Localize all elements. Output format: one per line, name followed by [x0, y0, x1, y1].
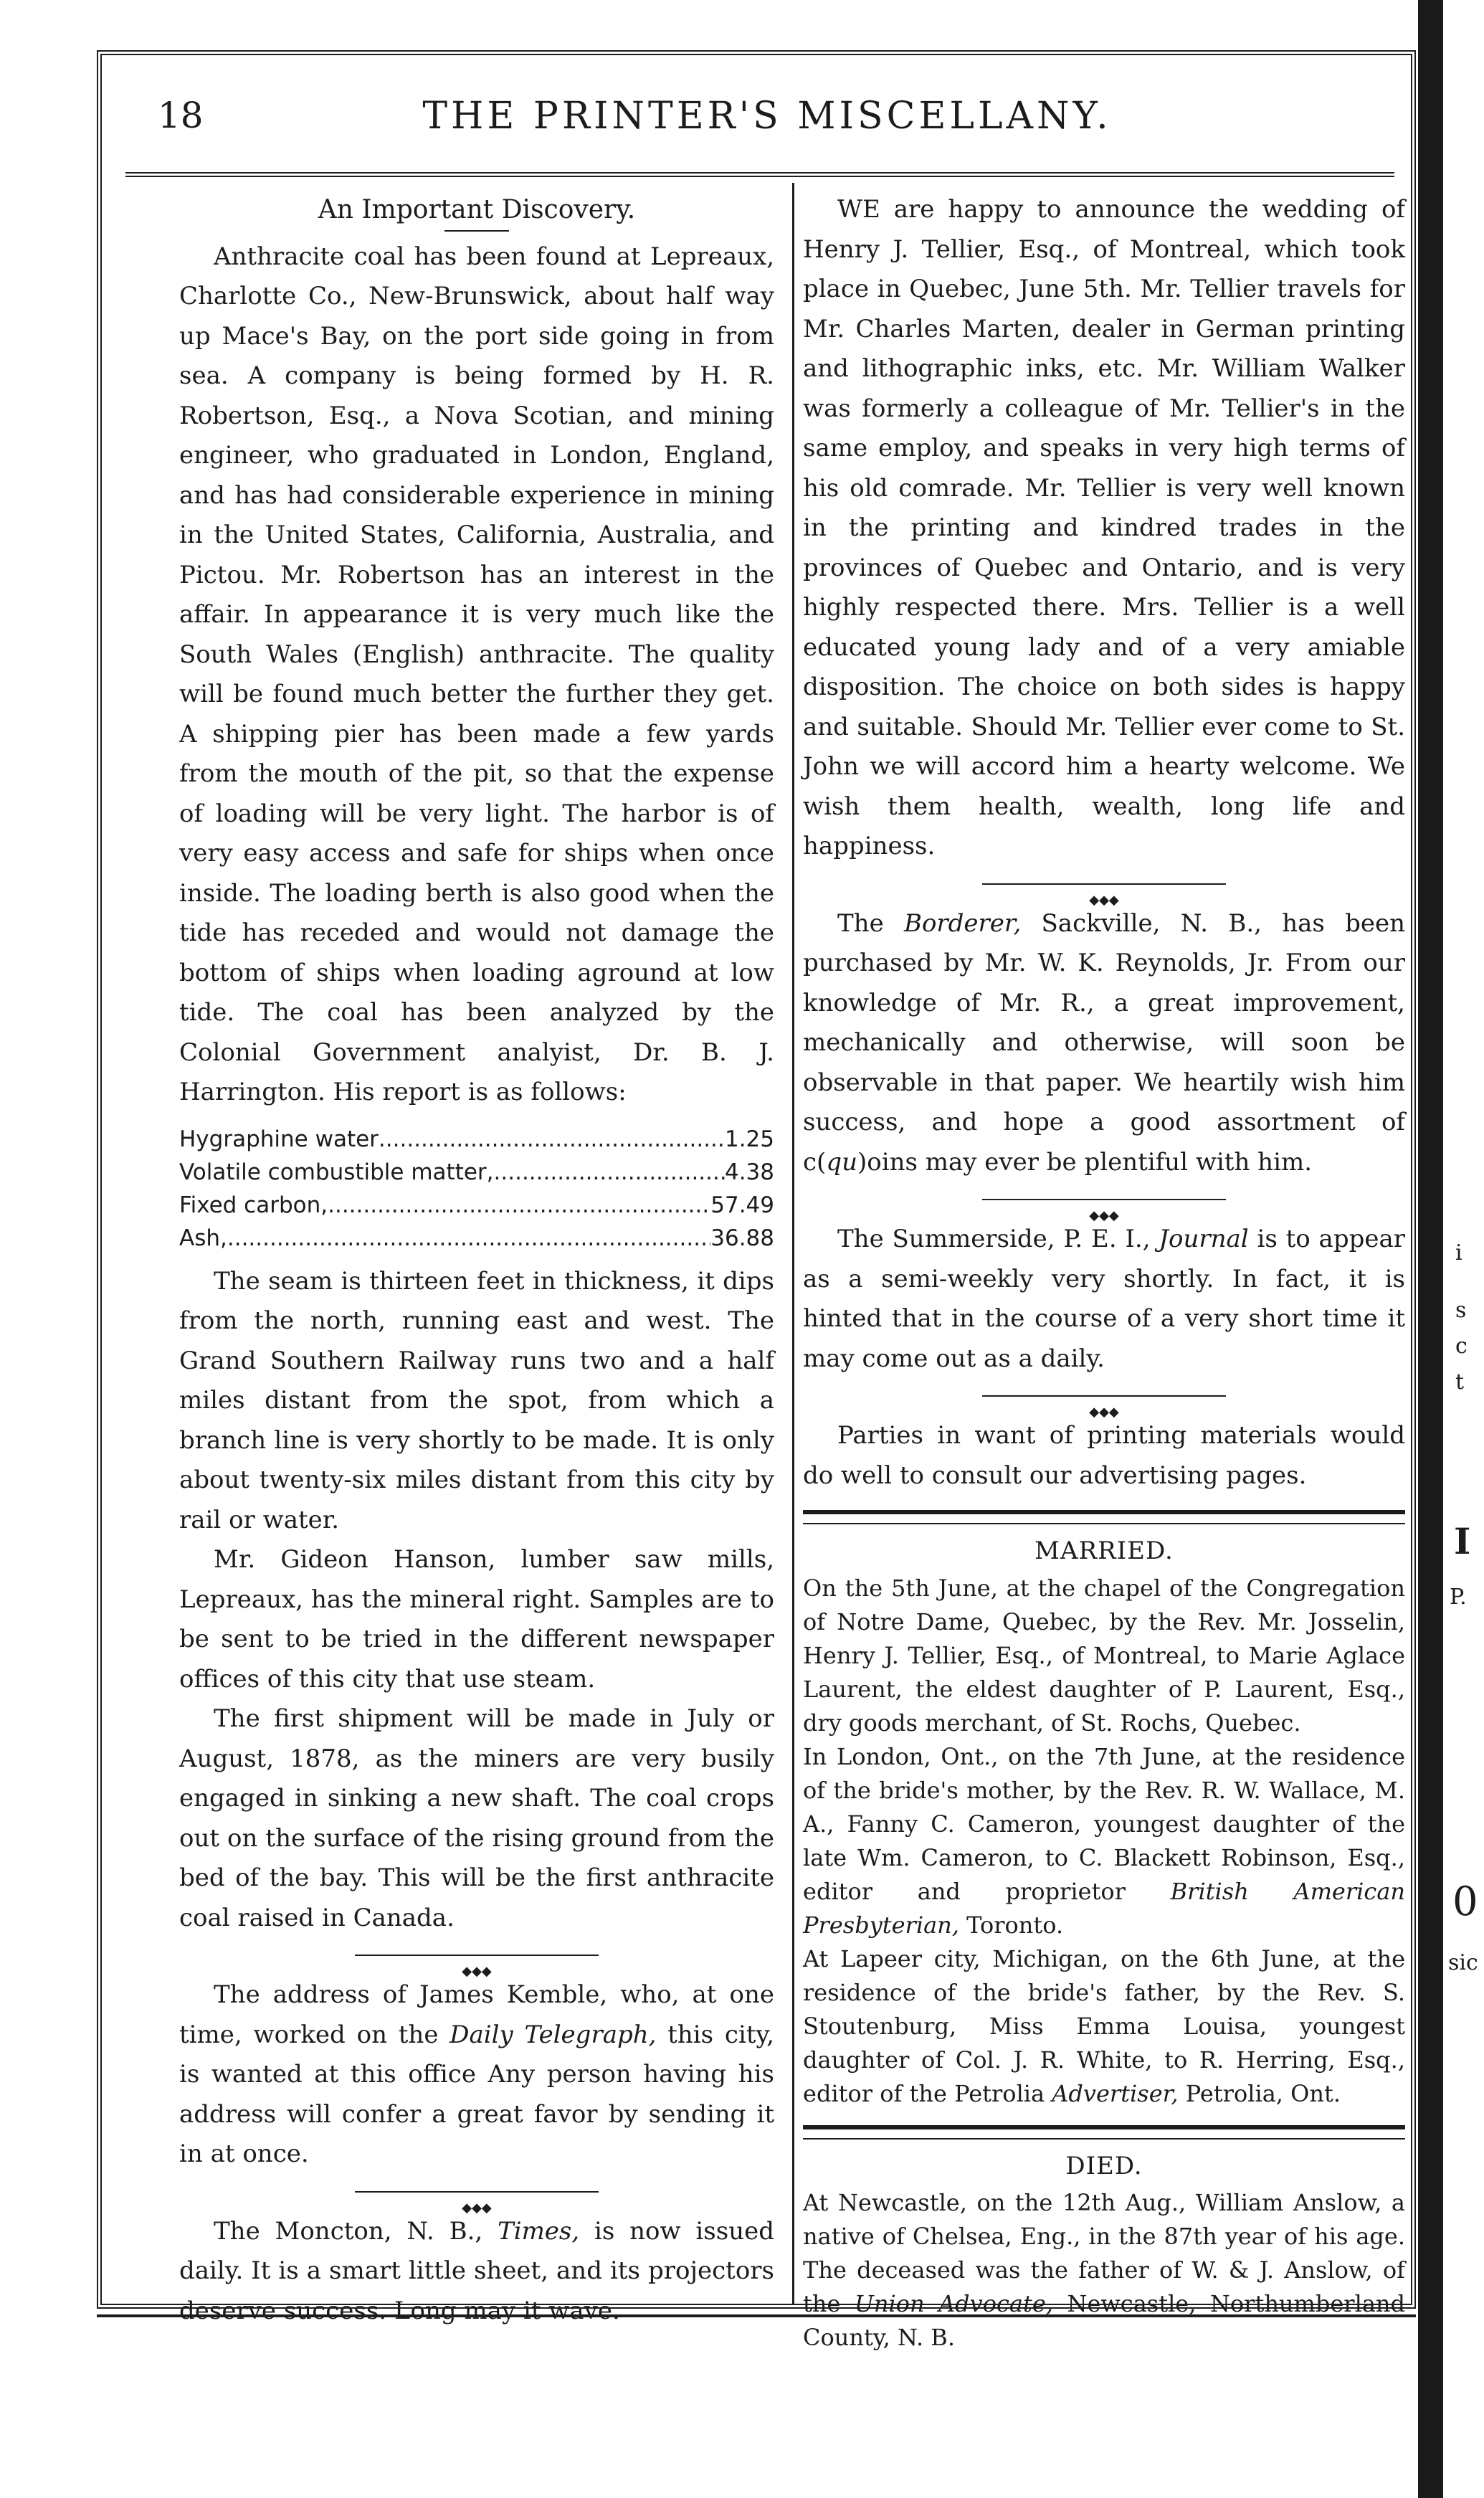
edge-fragment: i: [1455, 1240, 1462, 1265]
ornament-divider: [803, 1192, 1405, 1223]
ornament-glyph: ◆◆◆: [1086, 1405, 1122, 1420]
ornament-glyph: ◆◆◆: [459, 1964, 495, 1979]
edge-fragment: t: [1455, 1369, 1465, 1395]
analysis-row: [179, 1156, 774, 1189]
right-column: [803, 190, 1405, 2355]
analysis-row: [179, 1123, 774, 1156]
summerside-notice: The Summerside, P. E. I., Journal is to appear as a semi-weekly very shortly. In fact, it is hinted that in the course of a very short time it may come out as a daily.: [803, 1225, 1406, 1373]
header-rule: [125, 172, 1394, 177]
analysis-table: [179, 1123, 774, 1255]
analysis-label: Hygraphine water: [179, 1126, 379, 1152]
analysis-value: 36.88: [710, 1225, 774, 1251]
article-paragraph: The seam is thirteen feet in thickness, it dips from the north, running east and west. The Grand Southern Railway runs two and a half miles distant from the spot, from which a branch line is very shortly to be made. It is only about twenty-six miles distant from this city by rail or water.: [179, 1266, 774, 1534]
analysis-row: [179, 1222, 774, 1255]
masthead-title: THE PRINTER'S MISCELLANY.: [422, 95, 1112, 138]
analysis-label: Fixed carbon,: [179, 1192, 328, 1218]
died-heading: DIED.: [1065, 2151, 1143, 2180]
column-divider: [792, 183, 794, 2305]
moncton-notice: The Moncton, N. B., Times, is now issued daily. It is a smart little sheet, and its projectors deserve success. Long may it wave.: [179, 2216, 774, 2325]
article-headline: An Important Discovery.: [318, 195, 636, 224]
marriage-notice: In London, Ont., on the 7th June, at the residence of the bride's mother, by the Rev. R. W. Wallace, M. A., Fanny C. Cameron, youngest daughter of the late Wm. Cameron, to C. Blackett Robinson, Esq., editor and proprietor British American Presbyterian, Toronto.: [803, 1742, 1405, 1939]
section-rule: [803, 2125, 1405, 2140]
analysis-value: 4.38: [724, 1159, 774, 1185]
section-rule: [803, 1510, 1405, 1524]
edge-fragment: 0: [1452, 1879, 1478, 1925]
edge-fragment: s: [1455, 1298, 1467, 1323]
article-paragraph: The first shipment will be made in July or August, 1878, as the miners are very busily engaged in sinking a new shaft. The coal crops out on the surface of the rising ground from the bed of the bay. This will be the first anthracite coal raised in Canada.: [179, 1704, 774, 1932]
bottom-rule: [97, 2314, 1416, 2317]
edge-fragment: c: [1455, 1334, 1468, 1359]
analysis-value: 1.25: [724, 1126, 774, 1152]
kemble-notice: The address of James Kemble, who, at one time, worked on the Daily Telegraph, this city, is wanted at this office Any person having his address will confer a great favor by sending it in at once.: [179, 1980, 774, 2168]
ornament-divider: [179, 2185, 774, 2216]
edge-fragment: sic: [1448, 1950, 1478, 1975]
ornament-glyph: ◆◆◆: [1086, 1208, 1122, 1223]
headline-rule: [444, 230, 509, 232]
wedding-notice: WE are happy to announce the wedding of Henry J. Tellier, Esq., of Montreal, which took place in Quebec, June 5th. Mr. Tellier travels for Mr. Charles Marten, dealer in German printing and lithographic inks, etc. Mr. William Walker was formerly a colleague of Mr. Tellier's in the same employ, and speaks in very high terms of his old comrade. Mr. Tellier is very well known in the printing and kindred trades in the provinces of Quebec and Ontario, and is very highly respected there. Mrs. Tellier is a well educated young lady and of a very amiable disposition. The choice on both sides is happy and suitable. Should Mr. Tellier ever come to St. John we will accord him a hearty welcome. We wish them health, wealth, long life and happiness.: [803, 195, 1405, 860]
page-number: 18: [158, 95, 204, 136]
left-column: [179, 190, 774, 2331]
marriage-notice: At Lapeer city, Michigan, on the 6th June, at the residence of the bride's father, by the Rev. S. Stoutenburg, Miss Emma Louisa, youngest daughter of Col. J. R. White, to R. Herring, Esq., editor of the Petrolia Advertiser, Petrolia, Ont.: [803, 1944, 1405, 2107]
death-notice: At Newcastle, on the 12th Aug., William Anslow, a native of Chelsea, Eng., in the 87th year of his age. The deceased was the father of W. & J. Anslow, of the Union Advocate, Newcastle, Northumberland County, N. B.: [803, 2189, 1405, 2351]
ornament-divider: [803, 877, 1405, 908]
binding-edge: [1418, 0, 1443, 2498]
marriage-notice: On the 5th June, at the chapel of the Congregation of Notre Dame, Quebec, by the Rev. Mr. Josselin, Henry J. Tellier, Esq., of Montreal, to Marie Aglace Laurent, the eldest daughter of P. Laurent, Esq., dry goods merchant, of St. Rochs, Quebec.: [803, 1574, 1405, 1737]
article-paragraph: Anthracite coal has been found at Lepreaux, Charlotte Co., New-Brunswick, about half way up Mace's Bay, on the port side going in from sea. A company is being formed by H. R. Robertson, Esq., a Nova Scotian, and mining engineer, who graduated in London, England, and has had considerable experience in mining in the United States, California, Australia, and Pictou. Mr. Robertson has an interest in the affair. In appearance it is very much like the South Wales (English) anthracite. The quality will be found much better the further they get. A shipping pier has been made a few yards from the mouth of the pit, so that the expense of loading will be very light. The harbor is of very easy access and safe for ships when once inside. The loading berth is also good when the tide has receded and would not damage the bottom of ships when loading aground at low tide. The coal has been analyzed by the Colonial Government analyist, Dr. B. J. Harrington. His report is as follows:: [179, 242, 774, 1106]
analysis-label: Ash,: [179, 1225, 227, 1251]
borderer-notice: The Borderer, Sackville, N. B., has been purchased by Mr. W. K. Reynolds, Jr. From our knowledge of Mr. R., a great improvement, mechanically and otherwise, will soon be observable in that paper. We heartily wish him success, and hope a good assortment of c(qu)oins may ever be plentiful with him.: [803, 908, 1405, 1177]
analysis-label: Volatile combustible matter,: [179, 1159, 494, 1185]
edge-fragment: I: [1454, 1520, 1471, 1562]
ornament-divider: [179, 1948, 774, 1979]
ornament-glyph: ◆◆◆: [1086, 893, 1122, 908]
married-heading: MARRIED.: [1034, 1537, 1174, 1565]
ornament-divider: [803, 1389, 1405, 1420]
ornament-glyph: ◆◆◆: [459, 2200, 495, 2216]
analysis-row: [179, 1189, 774, 1222]
advertising-notice: Parties in want of printing materials would do well to consult our advertising pages.: [803, 1421, 1405, 1490]
page-header: [136, 92, 1398, 163]
article-paragraph: Mr. Gideon Hanson, lumber saw mills, Lepreaux, has the mineral right. Samples are to be sent to be tried in the different newspaper offices of this city that use steam.: [179, 1545, 774, 1694]
analysis-value: 57.49: [710, 1192, 774, 1218]
edge-fragment: P.: [1450, 1585, 1467, 1610]
